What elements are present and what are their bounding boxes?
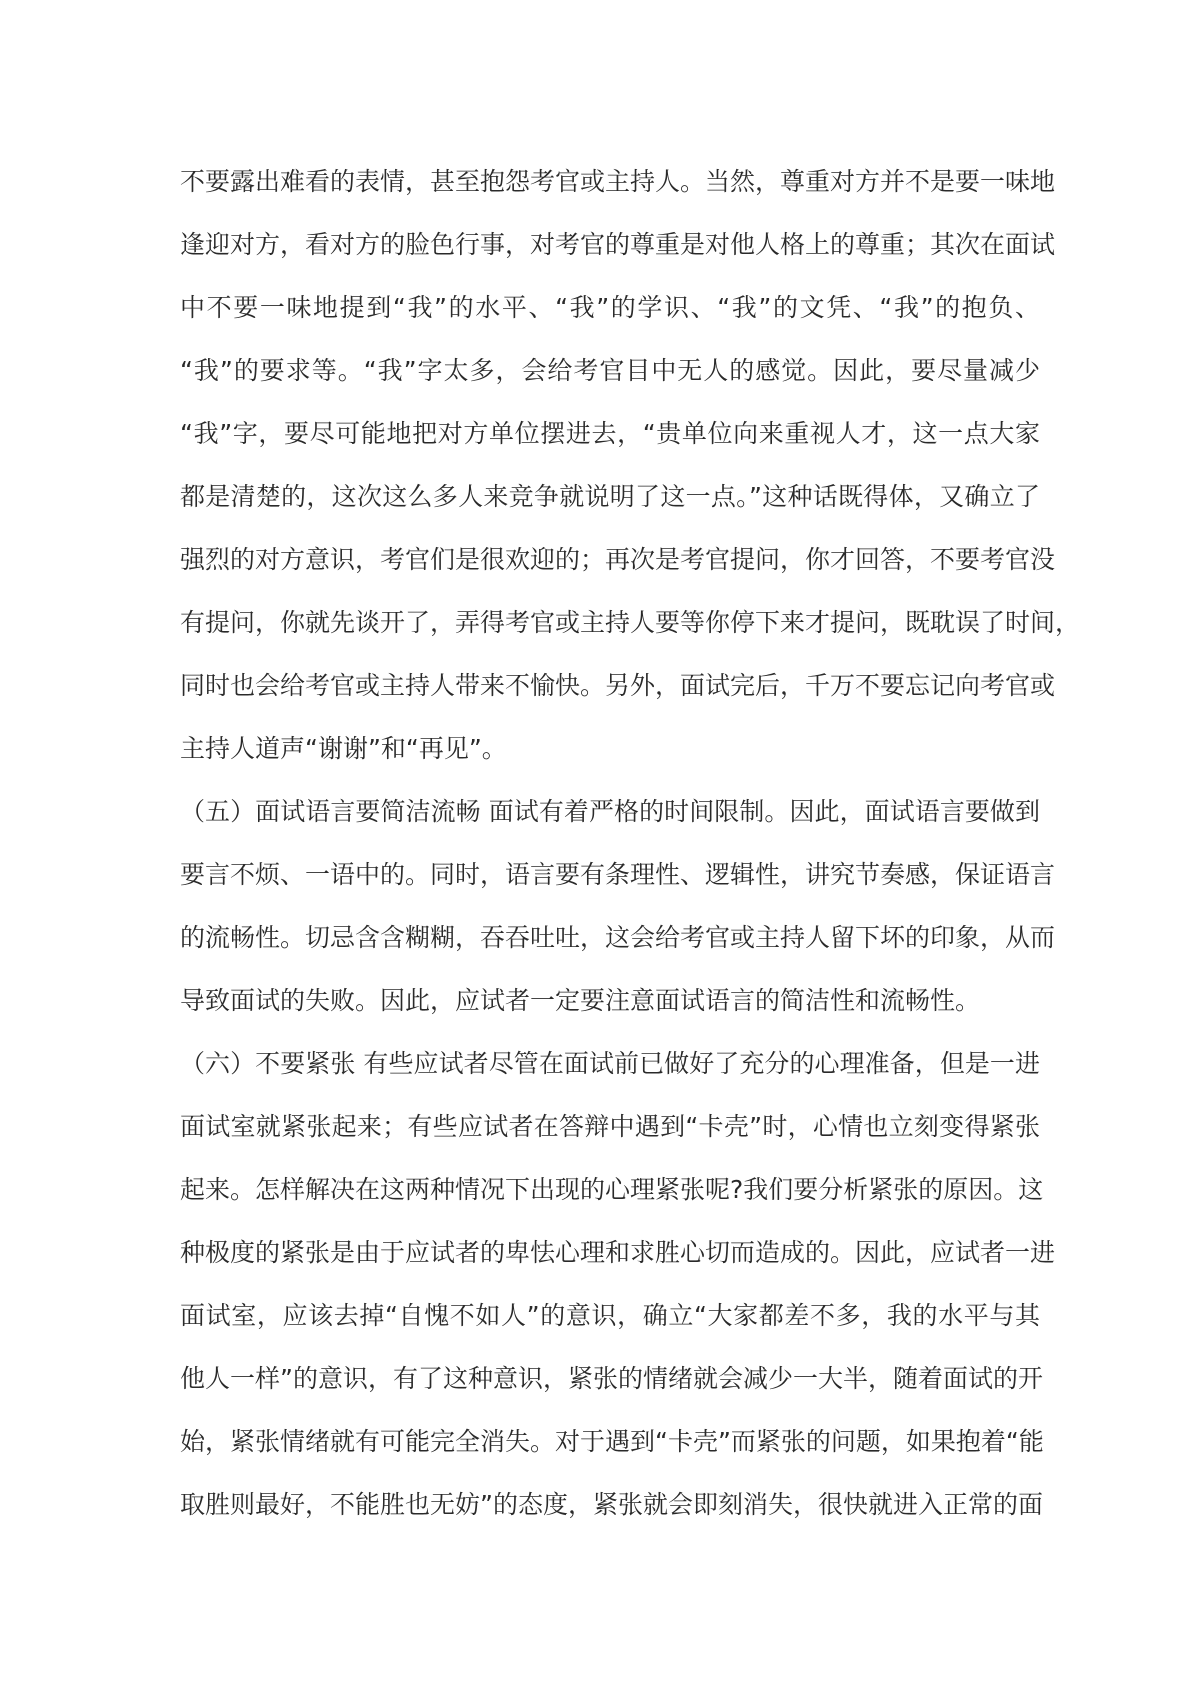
text-line: 导致面试的失败。因此，应试者一定要注意面试语言的简洁性和流畅性。 xyxy=(180,986,981,1015)
text-line: 取胜则最好，不能胜也无妨”的态度，紧张就会即刻消失，很快就进入正常的面 xyxy=(180,1490,1043,1519)
text-line: 要言不烦、一语中的。同时，语言要有条理性、逻辑性，讲究节奏感，保证语言 xyxy=(180,860,1056,889)
text-line: 主持人道声“谢谢”和“再见”。 xyxy=(180,734,507,763)
text-line: 面试室，应该去掉“自愧不如人”的意识，确立“大家都差不多，我的水平与其 xyxy=(180,1301,1040,1330)
text-line: 不要露出难看的表情，甚至抱怨考官或主持人。当然，尊重对方并不是要一味地 xyxy=(180,167,1056,196)
text-line: 中不要一味地提到“我”的水平、“我”的学识、“我”的文凭、“我”的抱负、 xyxy=(180,293,1040,322)
text-line: 面试室就紧张起来；有些应试者在答辩中遇到“卡壳”时，心情也立刻变得紧张 xyxy=(180,1112,1040,1141)
text-line: 种极度的紧张是由于应试者的卑怯心理和求胜心切而造成的。因此，应试者一进 xyxy=(180,1238,1056,1267)
text-line: 始，紧张情绪就有可能完全消失。对于遇到“卡壳”而紧张的问题，如果抱着“能 xyxy=(180,1427,1044,1456)
text-line: 逢迎对方，看对方的脸色行事，对考官的尊重是对他人格上的尊重；其次在面试 xyxy=(180,230,1056,259)
body-text xyxy=(180,150,1081,1536)
text-line: “我”字，要尽可能地把对方单位摆进去，“贵单位向来重视人才，这一点大家 xyxy=(180,419,1040,448)
text-line: “我”的要求等。“我”字太多，会给考官目中无人的感觉。因此，要尽量减少 xyxy=(180,356,1040,385)
section-heading-line: （六）不要紧张 有些应试者尽管在面试前已做好了充分的心理准备，但是一进 xyxy=(180,1049,1040,1078)
text-line: 起来。怎样解决在这两种情况下出现的心理紧张呢?我们要分析紧张的原因。这 xyxy=(180,1175,1044,1204)
text-line: 都是清楚的，这次这么多人来竞争就说明了这一点。”这种话既得体，又确立了 xyxy=(180,482,1040,511)
text-line: 他人一样”的意识，有了这种意识，紧张的情绪就会减少一大半，随着面试的开 xyxy=(180,1364,1043,1393)
text-line: 有提问，你就先谈开了，弄得考官或主持人要等你停下来才提问，既耽误了时间， xyxy=(180,608,1081,637)
text-line: 同时也会给考官或主持人带来不愉快。另外，面试完后，千万不要忘记向考官或 xyxy=(180,671,1056,700)
text-line: 强烈的对方意识，考官们是很欢迎的；再次是考官提问，你才回答，不要考官没 xyxy=(180,545,1056,574)
section-heading-line: （五）面试语言要简洁流畅 面试有着严格的时间限制。因此，面试语言要做到 xyxy=(180,797,1040,826)
text-line: 的流畅性。切忌含含糊糊，吞吞吐吐，这会给考官或主持人留下坏的印象，从而 xyxy=(180,923,1056,952)
